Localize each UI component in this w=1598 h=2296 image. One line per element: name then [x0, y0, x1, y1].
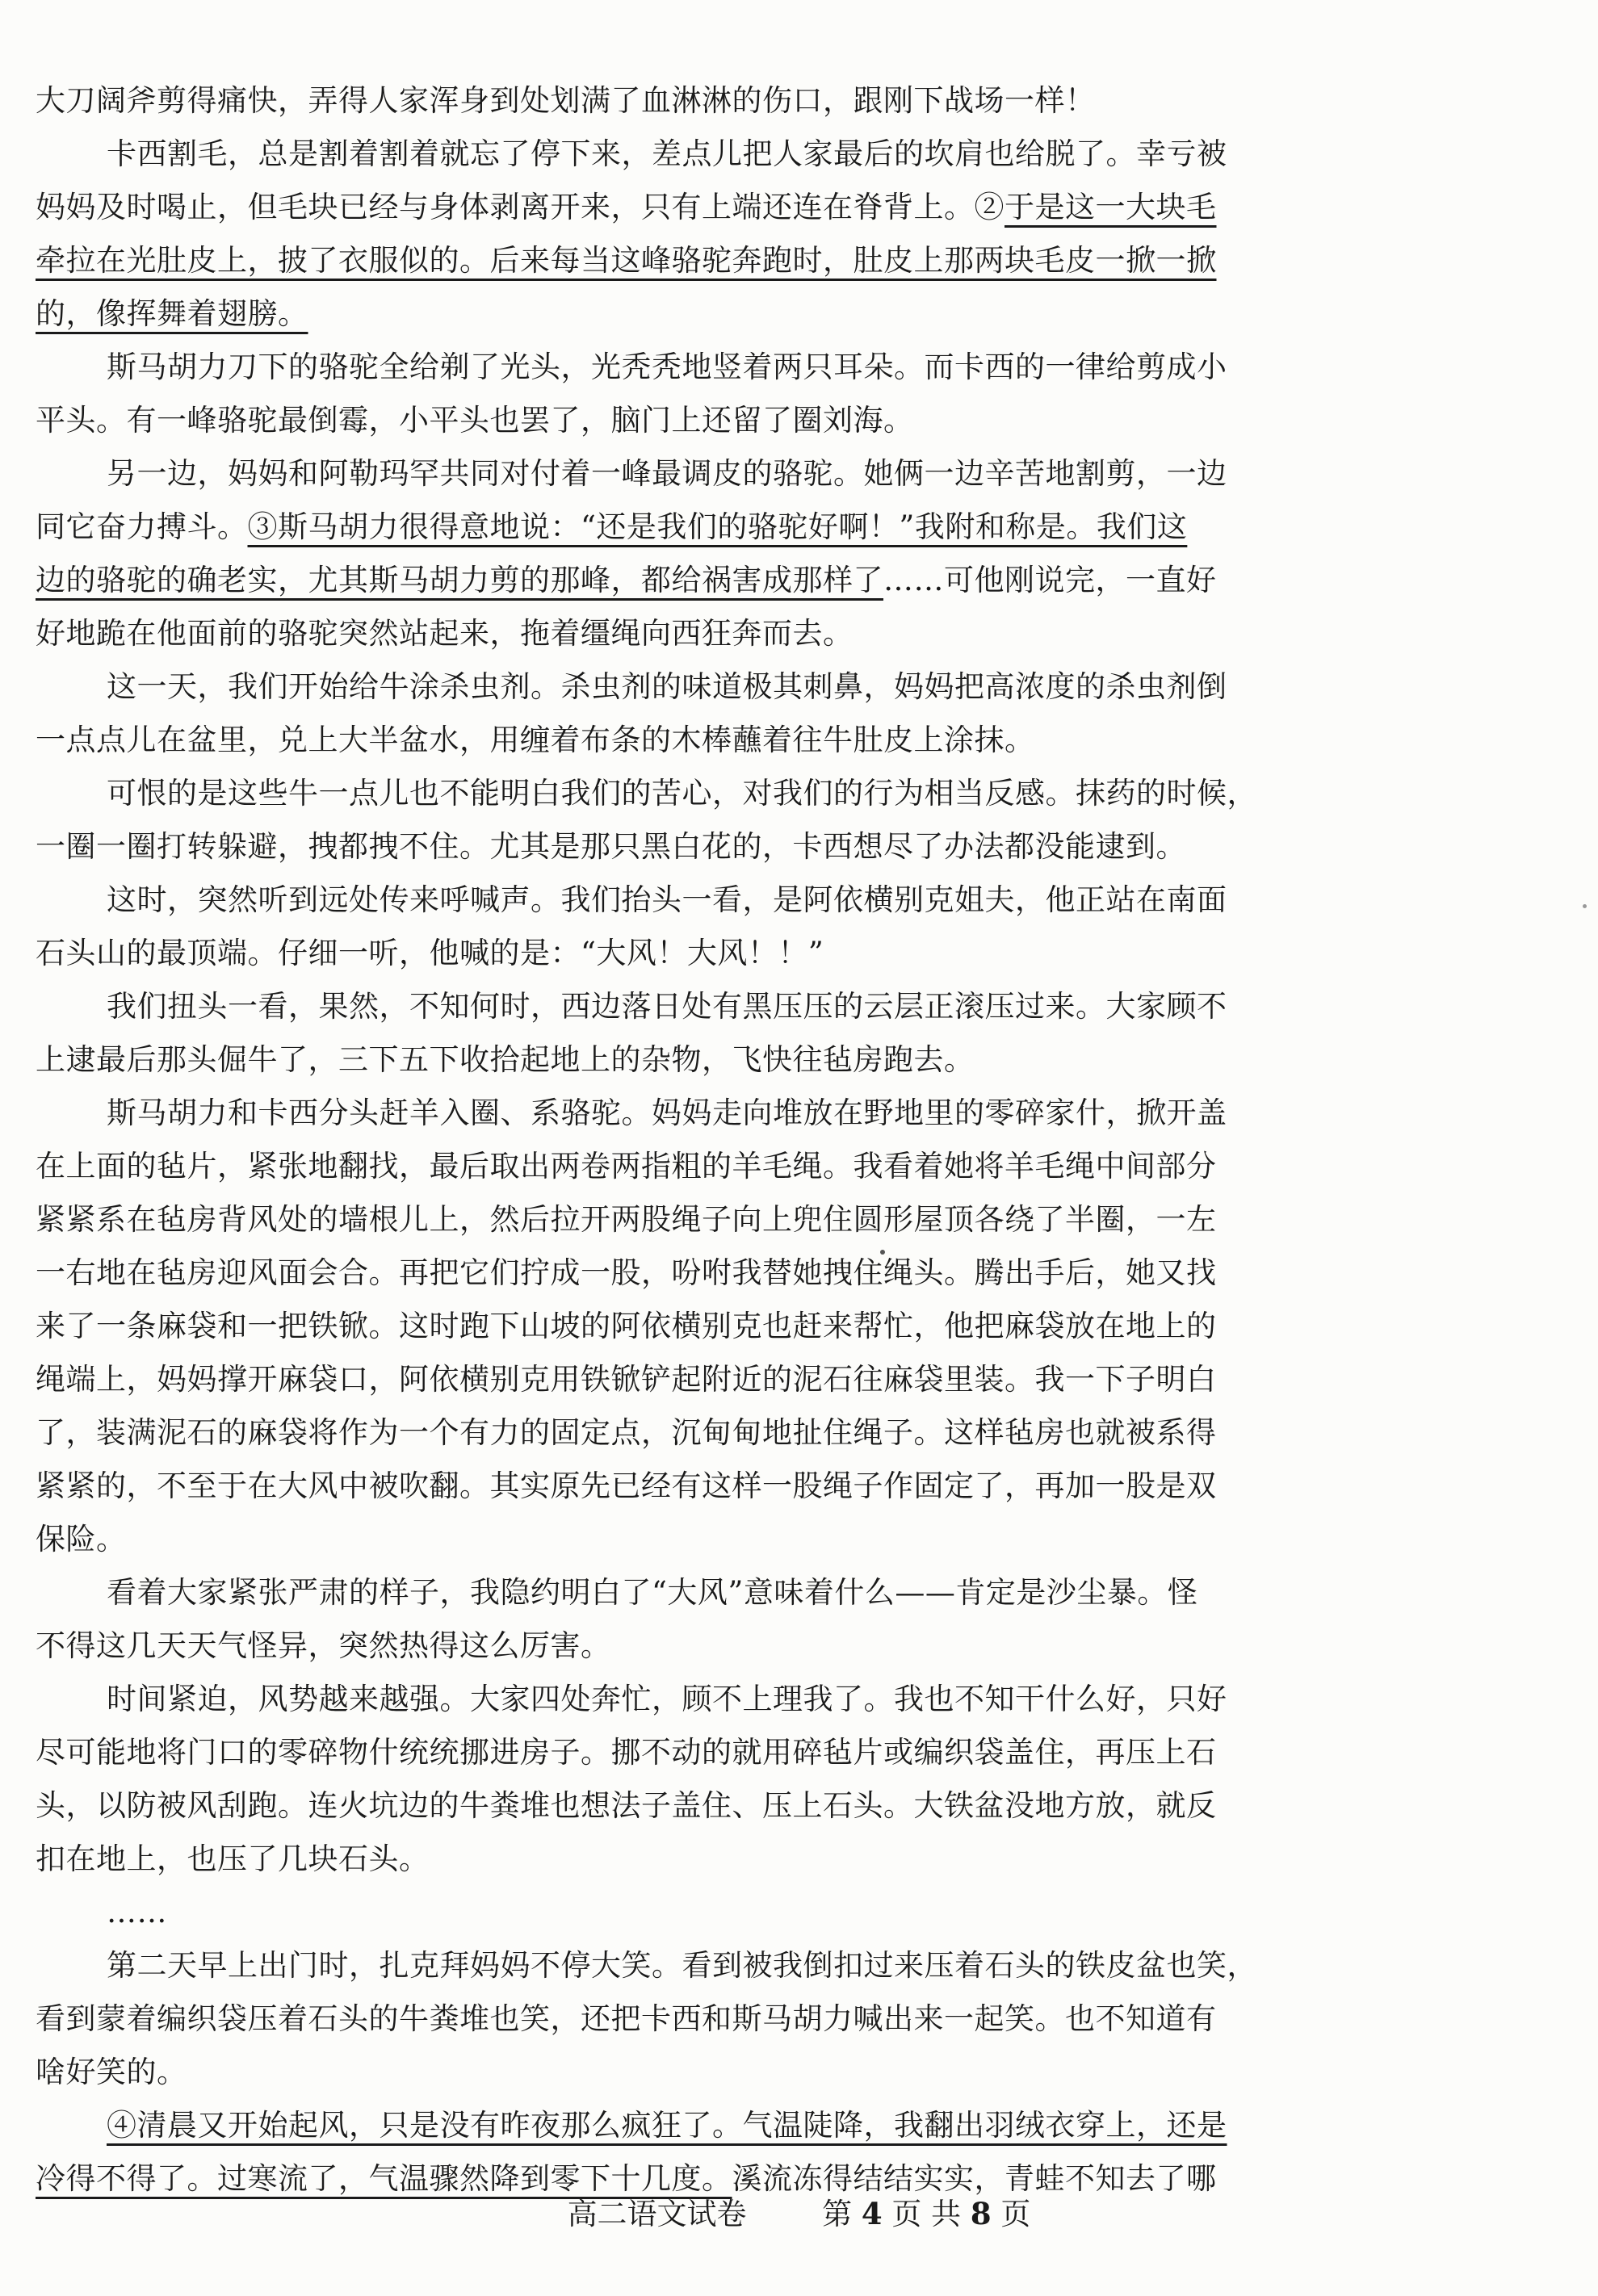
text-segment: 卡西割毛，总是割着割着就忘了停下来，差点儿把人家最后的坎肩也给脱了。幸亏被 [107, 136, 1227, 171]
scan-speck [880, 1250, 885, 1255]
page-number: 4 [861, 2196, 883, 2231]
text-segment: 扣在地上，也压了几块石头。 [36, 1841, 430, 1876]
page-mid: 页 共 [891, 2197, 962, 2231]
text-line [36, 1833, 1441, 1886]
underlined-segment: 的，像挥舞着翅膀。 [36, 296, 308, 331]
text-segment: 紧紧的，不至于在大风中被吹翻。其实原先已经有这样一股绳子作固定了，再加一股是双 [36, 1469, 1217, 1503]
text-line [36, 2099, 1441, 2152]
text-segment: 斯马胡力和卡西分头赶羊入圈、系骆驼。妈妈走向堆放在野地里的零碎家什，掀开盖 [107, 1096, 1227, 1130]
text-segment: 同它奋力搏斗。 [36, 509, 248, 544]
text-segment: 我们扭头一看，果然，不知何时，西边落日处有黑压压的云层正滚压过来。大家顾不 [107, 989, 1227, 1024]
text-line [36, 1513, 1441, 1566]
text-line [36, 1726, 1441, 1779]
text-segment: 紧紧系在毡房背风处的墙根儿上，然后拉开两股绳子向上兜住圆形屋顶各绕了半圈，一左 [36, 1202, 1217, 1237]
text-segment: 一圈一圈打转躲避，拽都拽不住。尤其是那只黑白花的，卡西想尽了办法都没能逮到。 [36, 829, 1186, 864]
text-line [36, 1619, 1441, 1673]
text-line [36, 1566, 1441, 1619]
scan-speck [1583, 904, 1587, 908]
text-segment: 大刀阔斧剪得痛快，弄得人家浑身到处划满了血淋淋的伤口，跟刚下战场一样！ [36, 83, 1096, 118]
text-line [36, 980, 1441, 1033]
text-line [36, 1300, 1441, 1353]
text-line [36, 1140, 1441, 1193]
text-segment: 尽可能地将门口的零碎物什统统挪进房子。挪不动的就用碎毡片或编织袋盖住，再压上石 [36, 1735, 1217, 1770]
text-segment: 啥好笑的。 [36, 2055, 187, 2089]
text-line [36, 607, 1441, 660]
text-segment: 这一天，我们开始给牛涂杀虫剂。杀虫剂的味道极其刺鼻，妈妈把高浓度的杀虫剂倒 [107, 669, 1227, 704]
text-segment: 保险。 [36, 1522, 127, 1557]
text-segment: 了，装满泥石的麻袋将作为一个有力的固定点，沉甸甸地扯住绳子。这样毡房也就被系得 [36, 1415, 1217, 1450]
underlined-segment: ④清晨又开始起风，只是没有昨夜那么疯狂了。气温陡降，我翻出羽绒衣穿上，还是 [107, 2108, 1227, 2143]
text-line [36, 1087, 1441, 1140]
text-line [36, 714, 1441, 767]
underlined-segment: 牵拉在光肚皮上，披了衣服似的。后来每当这峰骆驼奔跑时，肚皮上那两块毛皮一掀一掀 [36, 243, 1217, 278]
text-line [36, 767, 1441, 820]
text-line [36, 287, 1441, 341]
text-line [36, 1779, 1441, 1833]
text-line [36, 554, 1441, 607]
text-line [36, 874, 1441, 927]
text-segment: 可恨的是这些牛一点儿也不能明白我们的苦心，对我们的行为相当反感。抹药的时候， [107, 776, 1257, 811]
text-segment: 石头山的最顶端。仔细一听，他喊的是：“大风！大风！！” [36, 936, 824, 970]
text-line [36, 660, 1441, 714]
text-line [36, 74, 1441, 128]
exam-subject: 高二语文试卷 [567, 2197, 747, 2231]
text-line [36, 1246, 1441, 1300]
text-line [36, 2046, 1441, 2099]
text-line [36, 1886, 1441, 1939]
text-segment: 头，以防被风刮跑。连火坑边的牛粪堆也想法子盖住、压上石头。大铁盆没地方放，就反 [36, 1788, 1217, 1823]
text-segment: 第二天早上出门时，扎克拜妈妈不停大笑。看到被我倒扣过来压着石头的铁皮盆也笑， [107, 1948, 1257, 1983]
text-line [36, 181, 1441, 234]
page-footer [0, 2189, 1598, 2233]
text-line [36, 447, 1441, 501]
page-total: 8 [970, 2196, 992, 2231]
text-line [36, 1353, 1441, 1406]
text-segment: 看着大家紧张严肃的样子，我隐约明白了“大风”意味着什么——肯定是沙尘暴。怪 [107, 1575, 1198, 1610]
text-line [36, 820, 1441, 874]
page-suffix: 页 [1000, 2197, 1031, 2231]
text-segment: 这时，突然听到远处传来呼喊声。我们抬头一看，是阿依横别克姐夫，他正站在南面 [107, 882, 1227, 917]
text-line [36, 234, 1441, 287]
text-line [36, 1939, 1441, 1992]
text-line [36, 1673, 1441, 1726]
text-segment: 上逮最后那头倔牛了，三下五下收拾起地上的杂物，飞快往毡房跑去。 [36, 1042, 975, 1077]
text-segment: …… [107, 1895, 167, 1929]
text-segment: ……可他刚说完，一直好 [883, 563, 1217, 597]
text-line [36, 1406, 1441, 1460]
text-line [36, 1193, 1441, 1246]
text-segment: 另一边，妈妈和阿勒玛罕共同对付着一峰最调皮的骆驼。她俩一边辛苦地割剪，一边 [107, 456, 1227, 491]
underlined-segment: ③斯马胡力很得意地说：“还是我们的骆驼好啊！”我附和称是。我们这 [247, 509, 1188, 544]
text-segment: 看到蒙着编织袋压着石头的牛粪堆也笑，还把卡西和斯马胡力喊出来一起笑。也不知道有 [36, 2001, 1217, 2036]
text-line [36, 501, 1441, 554]
text-segment: 斯马胡力刀下的骆驼全给剃了光头，光秃秃地竖着两只耳朵。而卡西的一律给剪成小 [107, 350, 1227, 384]
page-prefix: 第 [822, 2197, 853, 2231]
underlined-segment: 于是这一大块毛 [1005, 190, 1217, 224]
text-line [36, 1992, 1441, 2046]
text-segment: 不得这几天天气怪异，突然热得这么厉害。 [36, 1628, 611, 1663]
text-segment: 绳端上，妈妈撑开麻袋口，阿依横别克用铁锨铲起附近的泥石往麻袋里装。我一下子明白 [36, 1362, 1217, 1397]
text-line [36, 128, 1441, 181]
text-line [36, 341, 1441, 394]
text-segment: 溪流冻得结结实实，青蛙不知去了哪 [732, 2161, 1217, 2196]
text-segment: 好地跪在他面前的骆驼突然站起来，拖着缰绳向西狂奔而去。 [36, 616, 854, 651]
text-line [36, 394, 1441, 447]
text-segment: 时间紧迫，风势越来越强。大家四处奔忙，顾不上理我了。我也不知干什么好，只好 [107, 1682, 1227, 1716]
underlined-segment: 冷得不得了。过寒流了，气温骤然降到零下十几度。 [36, 2161, 732, 2196]
text-segment: 妈妈及时喝止，但毛块已经与身体剥离开来，只有上端还连在脊背上。② [36, 190, 1005, 224]
text-segment: 一右地在毡房迎风面会合。再把它们拧成一股，吩咐我替她拽住绳头。腾出手后，她又找 [36, 1255, 1217, 1290]
passage-text [36, 74, 1441, 2206]
text-segment: 来了一条麻袋和一把铁锨。这时跑下山坡的阿依横别克也赶来帮忙，他把麻袋放在地上的 [36, 1309, 1217, 1343]
text-line [36, 927, 1441, 980]
text-segment: 在上面的毡片，紧张地翻找，最后取出两卷两指粗的羊毛绳。我看着她将羊毛绳中间部分 [36, 1149, 1217, 1184]
text-segment: 一点点儿在盆里，兑上大半盆水，用缠着布条的木棒蘸着往牛肚皮上涂抹。 [36, 723, 1035, 757]
text-line [36, 1033, 1441, 1087]
underlined-segment: 边的骆驼的确老实，尤其斯马胡力剪的那峰，都给祸害成那样了 [36, 563, 883, 597]
text-line [36, 1460, 1441, 1513]
text-segment: 平头。有一峰骆驼最倒霉，小平头也罢了，脑门上还留了圈刘海。 [36, 403, 914, 438]
